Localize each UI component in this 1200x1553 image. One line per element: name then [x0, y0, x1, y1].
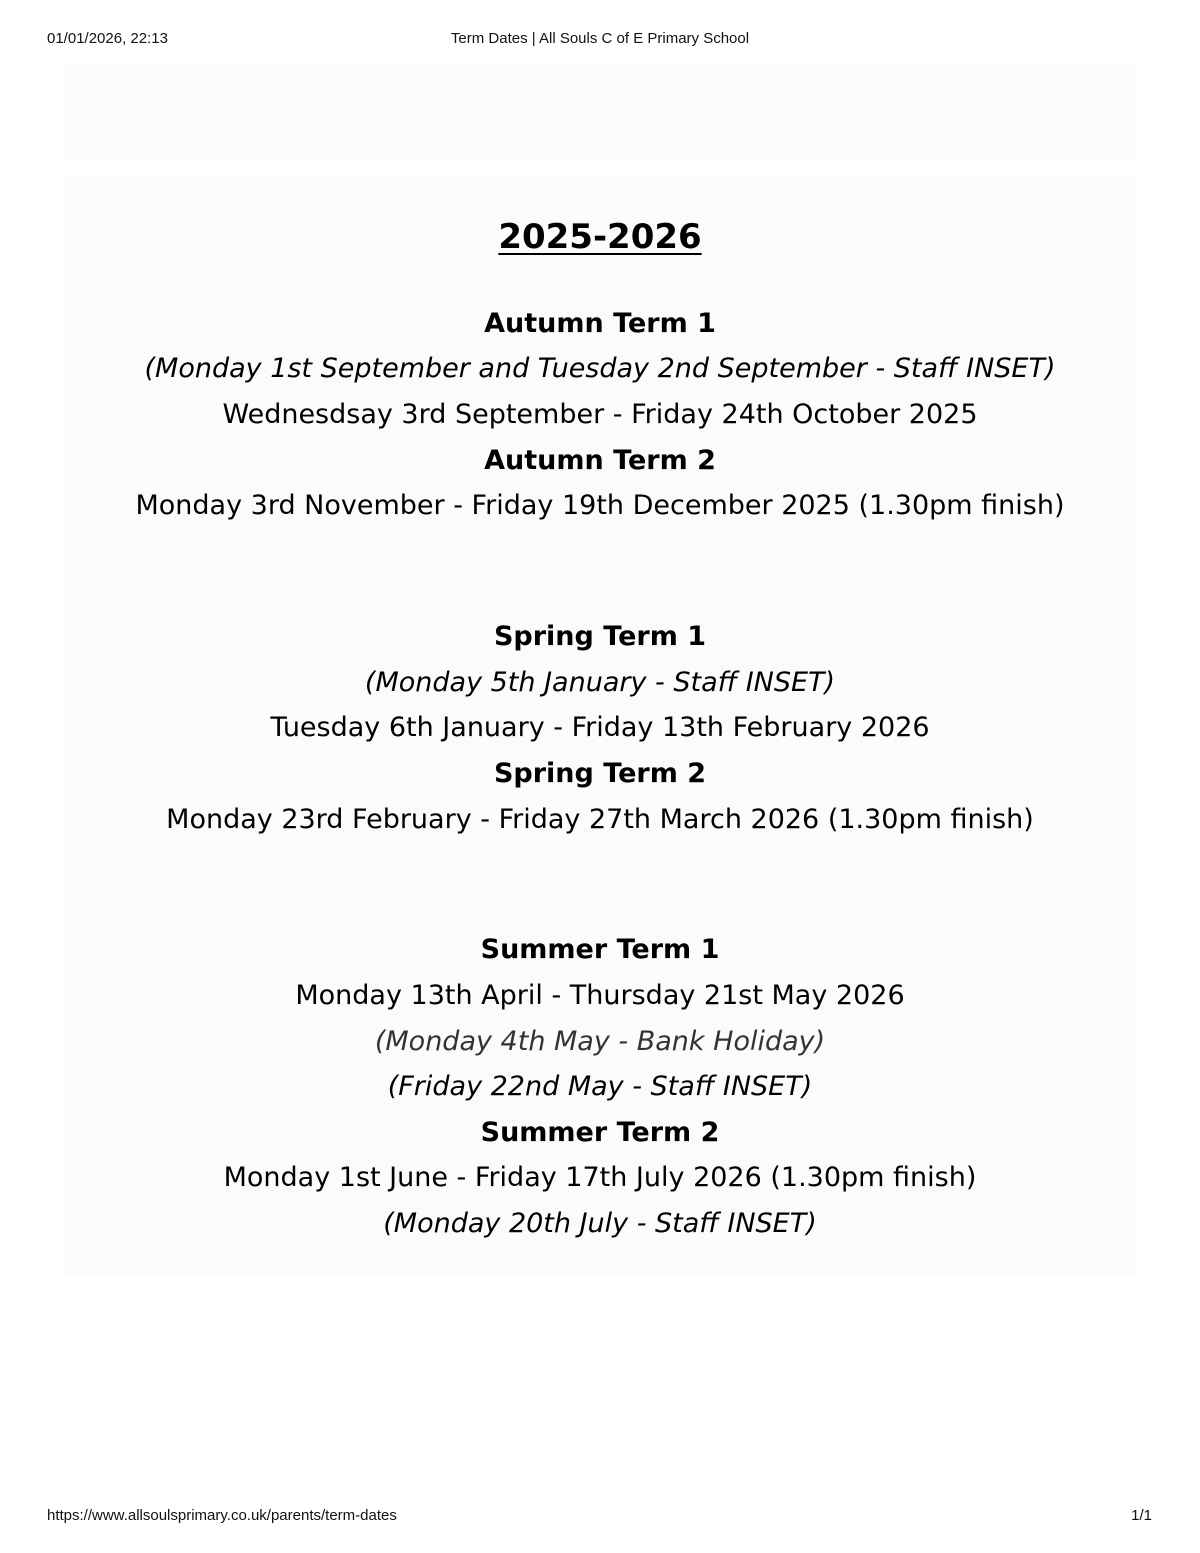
print-datetime: 01/01/2026, 22:13: [47, 30, 168, 47]
summer-term-1-inset-note: (Friday 22nd May - Staff INSET): [387, 1071, 813, 1102]
summer-bank-holiday-note: (Monday 4th May - Bank Holiday): [374, 1026, 826, 1057]
summer-term-2-dates: Monday 1st June - Friday 17th July 2026 (1.30pm finish): [223, 1162, 977, 1193]
summer-term-2-title: Summer Term 2: [480, 1117, 720, 1148]
page-url: https://www.allsoulsprimary.co.uk/parents/term-dates: [47, 1507, 397, 1524]
print-page-title: Term Dates | All Souls C of E Primary School: [450, 30, 750, 47]
spring-term-1-title: Spring Term 1: [493, 621, 707, 652]
autumn-term-2-title: Autumn Term 2: [484, 445, 716, 476]
term-dates-content: [64, 176, 1136, 1276]
print-header: [0, 30, 1200, 50]
summer-term-2-inset-note: (Monday 20th July - Staff INSET): [383, 1208, 817, 1239]
page-number: 1/1: [1131, 1507, 1152, 1524]
top-panel: [64, 64, 1136, 160]
spring-term-1-dates: Tuesday 6th January - Friday 13th February 2026: [270, 712, 930, 743]
spring-term-1-inset-note: (Monday 5th January - Staff INSET): [364, 667, 836, 698]
spring-term-2-dates: Monday 23rd February - Friday 27th March 2026 (1.30pm finish): [166, 804, 1034, 835]
autumn-term-1-inset-note: (Monday 1st September and Tuesday 2nd September - Staff INSET): [144, 353, 1056, 384]
summer-term-1-dates: Monday 13th April - Thursday 21st May 2026: [295, 980, 905, 1011]
summer-term-1-title: Summer Term 1: [480, 934, 720, 965]
autumn-term-1-dates: Wednesdsay 3rd September - Friday 24th October 2025: [222, 399, 978, 430]
academic-year-heading: 2025-2026: [498, 217, 702, 257]
print-footer: [0, 1507, 1200, 1527]
autumn-term-2-dates: Monday 3rd November - Friday 19th December 2025 (1.30pm finish): [135, 490, 1065, 521]
spring-term-2-title: Spring Term 2: [493, 758, 707, 789]
autumn-term-1-title: Autumn Term 1: [484, 308, 716, 339]
